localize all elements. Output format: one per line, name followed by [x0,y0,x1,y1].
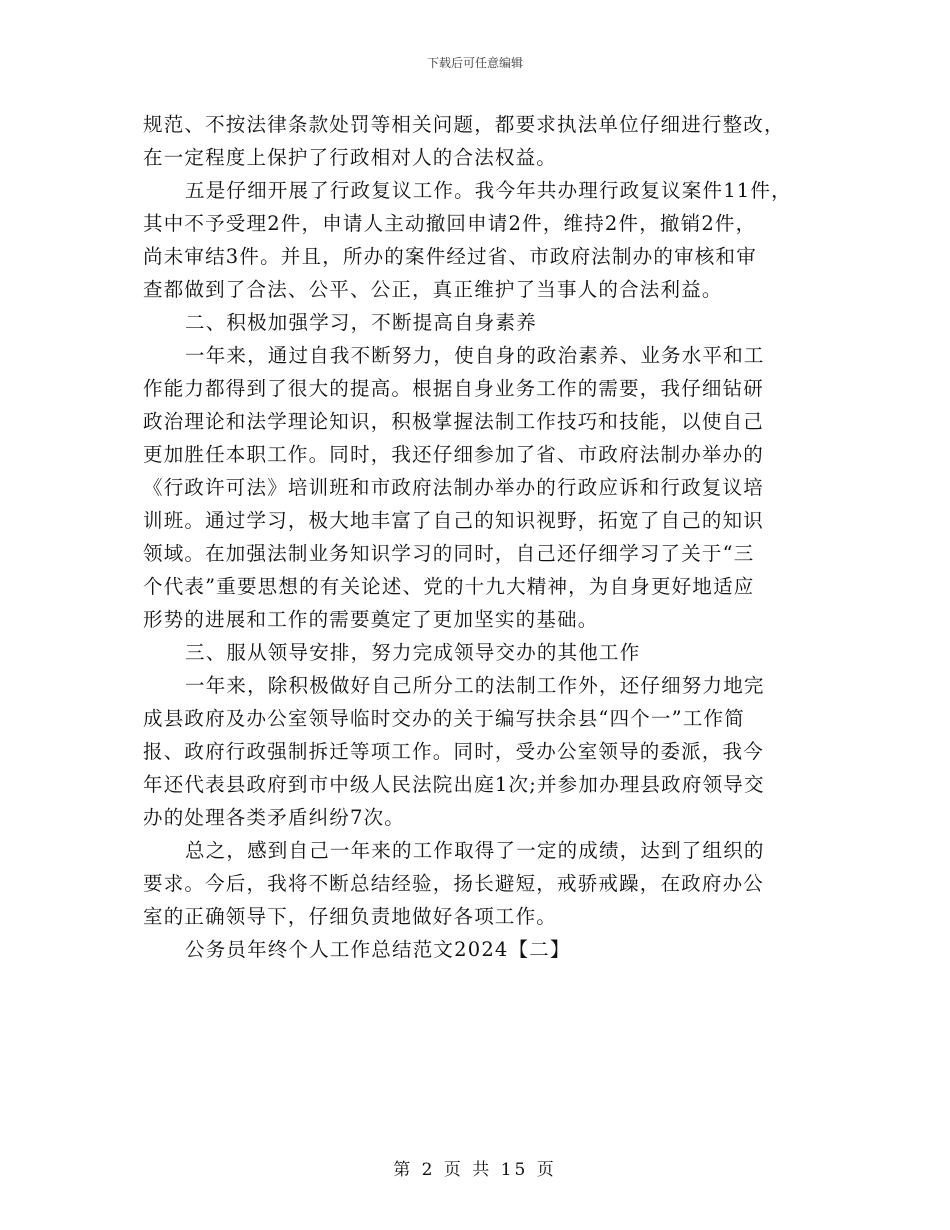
text-line: 在一定程度上保护了行政相对人的合法权益。 [143,146,558,169]
text-line: 《行政许可法》培训班和市政府法制办举办的行政应诉和行政复议培 [143,476,765,499]
text-line: 要求。今后，我将不断总结经验，扬长避短，戒骄戒躁，在政府办公 [143,872,765,895]
text-line: 其中不予受理2件，申请人主动撤回申请2件，维持2件，撤销2件， [143,212,757,235]
page-number-footer: 第 2 页 共 15 页 [393,1160,557,1180]
text-line: 报、政府行政强制拆迁等项工作。同时，受办公室领导的委派，我今 [143,740,765,763]
document-body [143,108,823,966]
section-heading: 二、积极加强学习，不断提高自身素养 [185,311,537,334]
text-line: 政治理论和法学理论知识，积极掌握法制工作技巧和技能，以使自己 [143,410,765,433]
text-line: 尚未审结3件。并且，所办的案件经过省、市政府法制办的审核和审 [143,245,757,268]
text-line: 形势的进展和工作的需要奠定了更加坚实的基础。 [143,608,599,631]
section-heading: 三、服从领导安排，努力完成领导交办的其他工作 [185,641,641,664]
text-line: 训班。通过学习，极大地丰富了自己的知识视野，拓宽了自己的知识 [143,509,765,532]
paragraph-start: 总之，感到自己一年来的工作取得了一定的成绩，达到了组织的 [185,839,765,862]
document-title: 公务员年终个人工作总结范文2024【二】 [185,938,571,961]
text-line: 领域。在加强法制业务知识学习的同时，自己还仔细学习了关于“三 [143,542,755,565]
page-header-note: 下载后可任意编辑 [426,56,523,70]
text-line: 室的正确领导下，仔细负责地做好各项工作。 [143,905,558,928]
text-line: 规范、不按法律条款处罚等相关问题，都要求执法单位仔细进行整改， [143,113,785,136]
paragraph-start: 一年来，通过自我不断努力，使自身的政治素养、业务水平和工 [185,344,765,367]
text-line: 个代表”重要思想的有关论述、党的十九大精神，为自身更好地适应 [143,575,755,598]
text-line: 办的处理各类矛盾纠纷7次。 [143,806,406,829]
paragraph-start: 一年来，除积极做好自己所分工的法制工作外，还仔细努力地完 [185,674,765,697]
text-line: 成县政府及办公室领导临时交办的关于编写扶余县“四个一”工作简 [143,707,745,730]
text-line: 更加胜任本职工作。同时，我还仔细参加了省、市政府法制办举办的 [143,443,765,466]
text-line: 年还代表县政府到市中级人民法院出庭1次;并参加办理县政府领导交 [143,773,765,796]
text-line: 查都做到了合法、公平、公正，真正维护了当事人的合法利益。 [143,278,723,301]
paragraph-start: 五是仔细开展了行政复议工作。我今年共办理行政复议案件11件， [185,179,792,202]
text-line: 作能力都得到了很大的提高。根据自身业务工作的需要，我仔细钻研 [143,377,765,400]
